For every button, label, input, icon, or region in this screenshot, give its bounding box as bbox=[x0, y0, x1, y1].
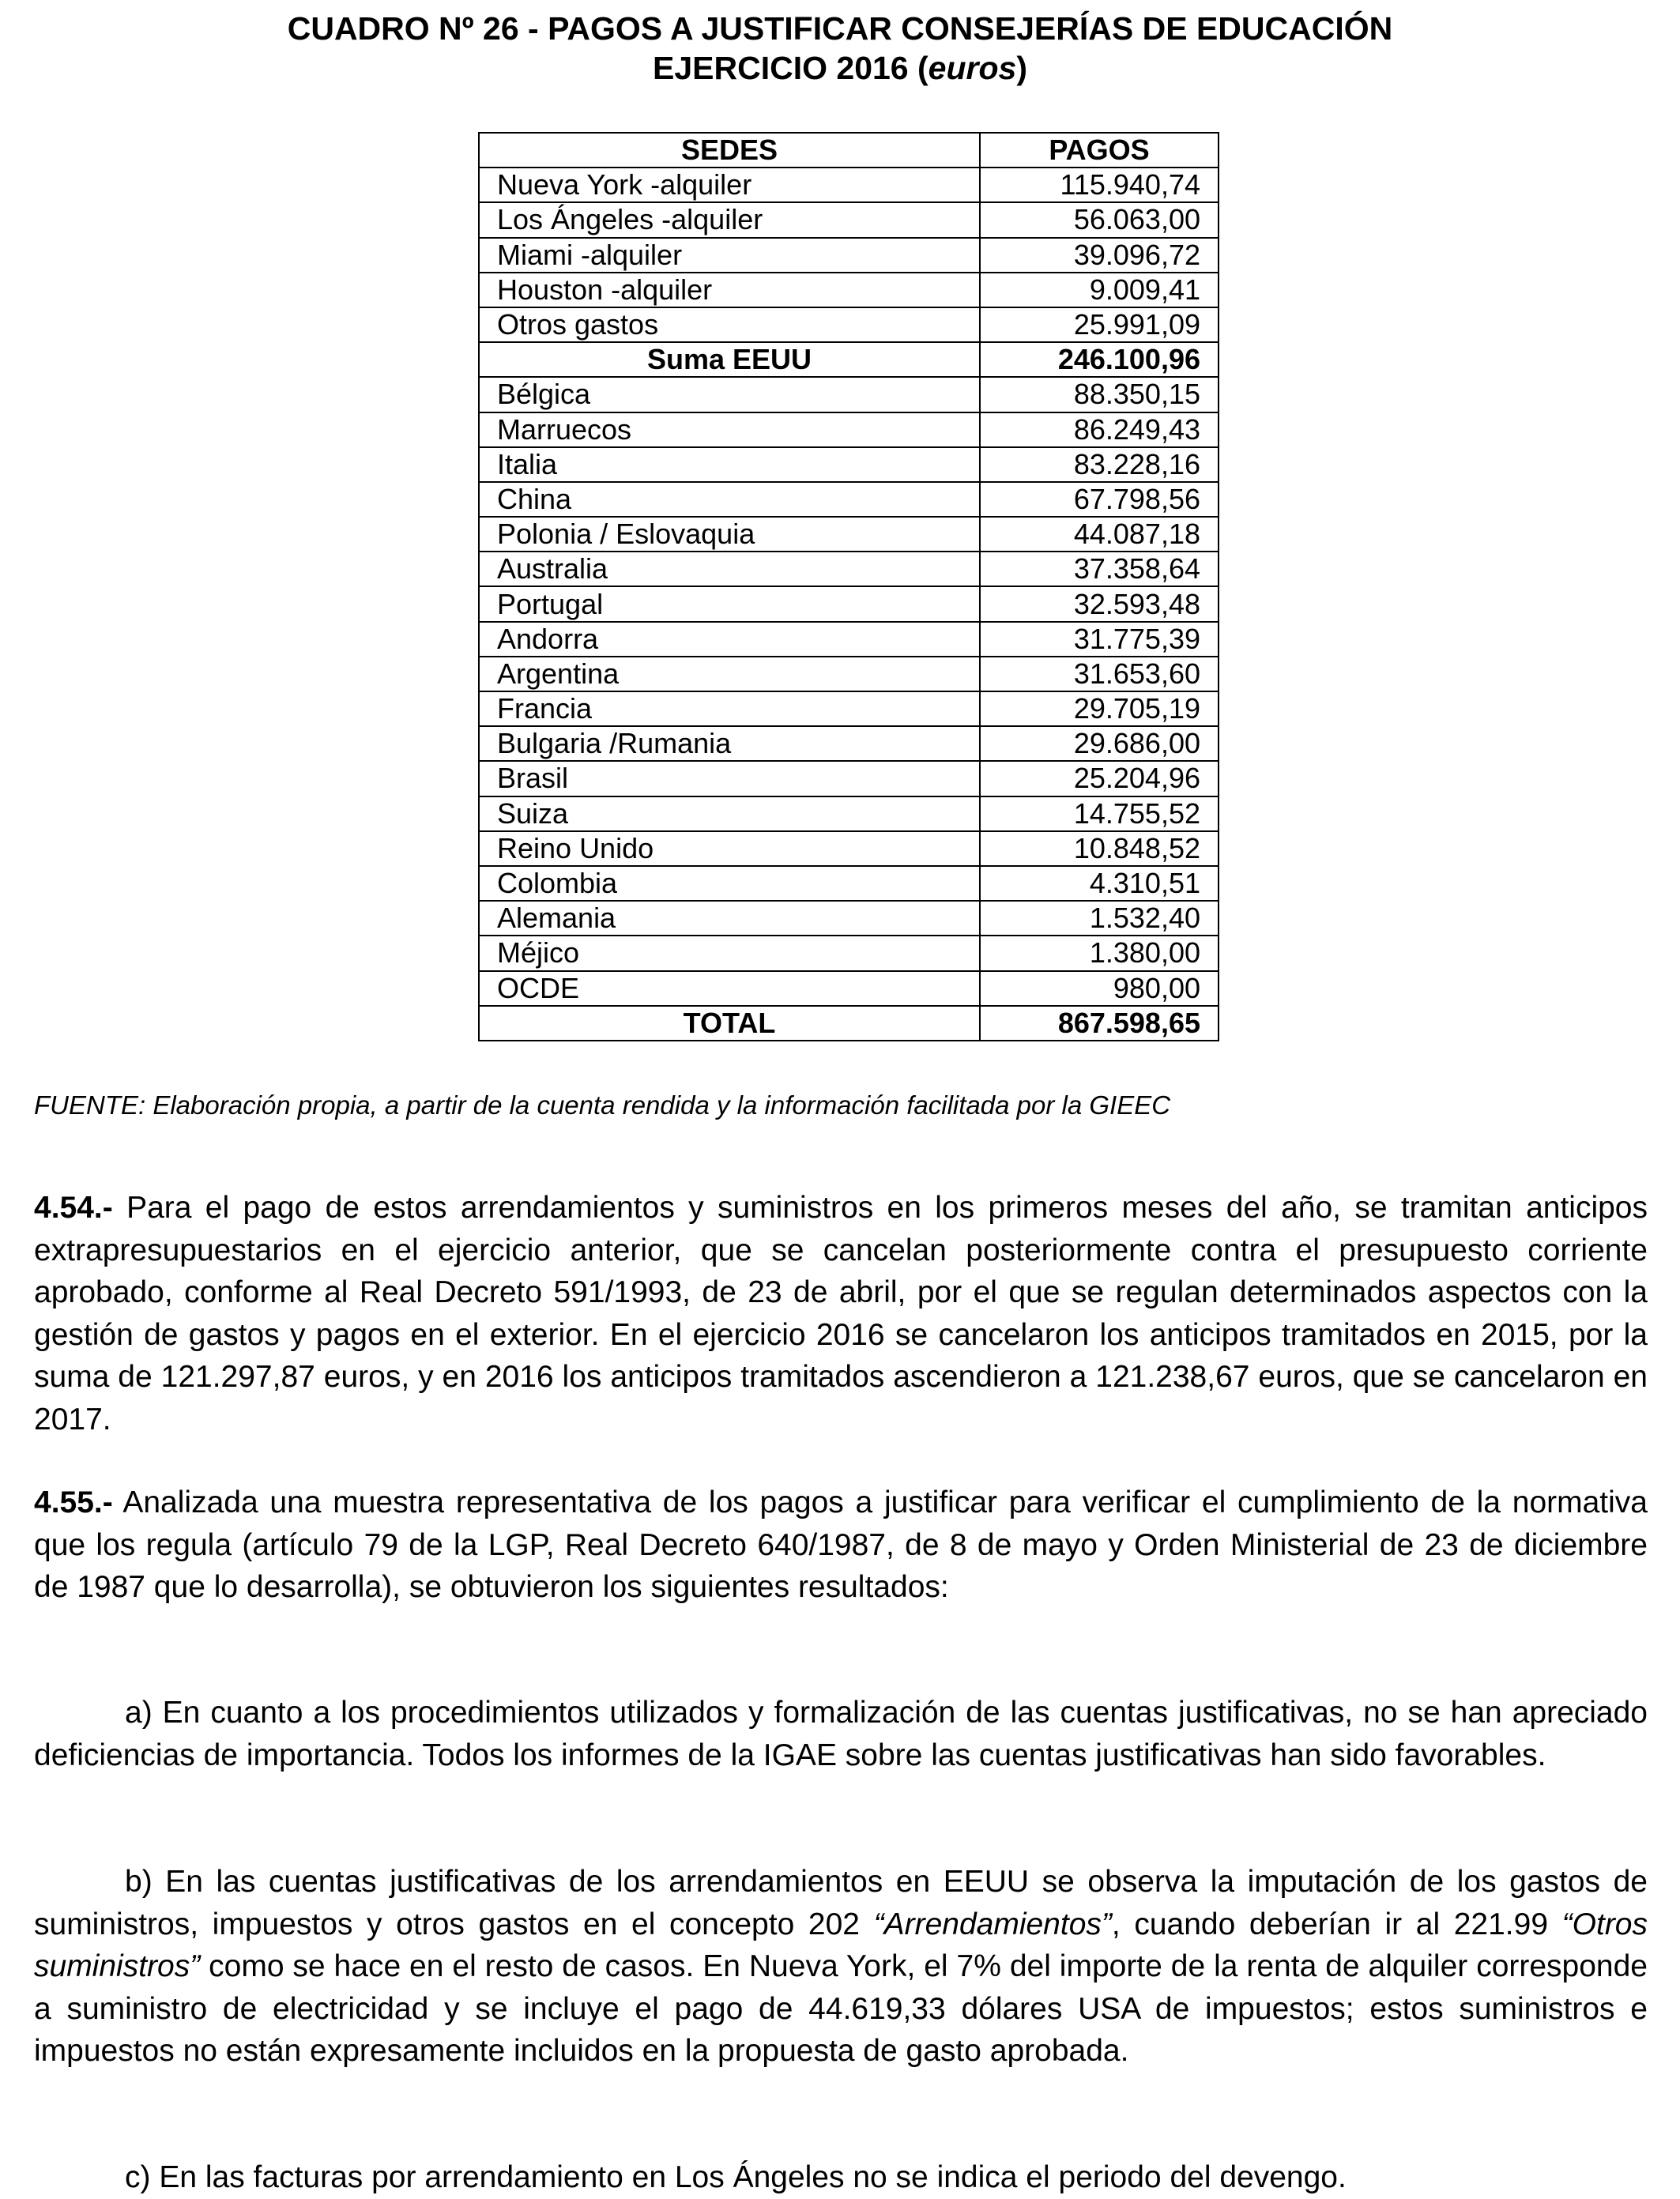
table-row bbox=[479, 307, 1219, 342]
sede-cell: Italia bbox=[479, 447, 980, 482]
pago-cell: 115.940,74 bbox=[980, 168, 1219, 202]
pago-cell: 39.096,72 bbox=[980, 238, 1219, 273]
paragraph-b-text-1: b) En las cuentas justificativas de los arrendamientos en EEUU se observa la imputación de los gastos de suministros, impuestos y otros gastos en el concepto 202 bbox=[34, 1865, 1648, 1941]
table-row bbox=[479, 657, 1219, 691]
table-row bbox=[479, 552, 1219, 586]
table-row bbox=[479, 901, 1219, 936]
pago-cell: 88.350,15 bbox=[980, 377, 1219, 412]
pago-cell: 1.380,00 bbox=[980, 936, 1219, 970]
table-row bbox=[479, 726, 1219, 761]
sede-cell: Brasil bbox=[479, 761, 980, 796]
pago-cell: 37.358,64 bbox=[980, 552, 1219, 586]
pago-cell: 31.775,39 bbox=[980, 622, 1219, 657]
paragraph-c: c) En las facturas por arrendamiento en Los Ángeles no se indica el periodo del devengo. bbox=[125, 2160, 1347, 2194]
pago-cell: 980,00 bbox=[980, 971, 1219, 1006]
pago-cell: 246.100,96 bbox=[980, 342, 1219, 377]
pago-cell: 31.653,60 bbox=[980, 657, 1219, 691]
paragraph-text: Para el pago de estos arrendamientos y suministros en los primeros meses del año, se tramitan anticipos extrapresupuestarios en el ejercicio anterior, que se cancelan posteriormente contra el presupuesto corriente aprobado, conforme al Real Decreto 591/1993, de 23 de abril, por el que se regulan determinados aspectos con la gestión de gastos y pagos en el exterior. En el ejercicio 2016 se cancelaron los anticipos tramitados en 2015, por la suma de 121.297,87 euros, y en 2016 los anticipos tramitados ascendieron a 121.238,67 euros, que se cancelaron en 2017. bbox=[34, 1191, 1648, 1437]
table-row bbox=[479, 831, 1219, 866]
pago-cell: 32.593,48 bbox=[980, 586, 1219, 621]
table-row bbox=[479, 761, 1219, 796]
sede-cell: Francia bbox=[479, 691, 980, 726]
sede-cell: Otros gastos bbox=[479, 307, 980, 342]
sede-cell: OCDE bbox=[479, 971, 980, 1006]
sede-cell: Colombia bbox=[479, 866, 980, 901]
sede-cell: Portugal bbox=[479, 586, 980, 621]
paragraph-b bbox=[34, 1861, 1648, 2073]
pago-cell: 4.310,51 bbox=[980, 866, 1219, 901]
table-row bbox=[479, 273, 1219, 307]
pago-cell: 1.532,40 bbox=[980, 901, 1219, 936]
sede-cell: Méjico bbox=[479, 936, 980, 970]
sede-cell: Australia bbox=[479, 552, 980, 586]
subtitle-close: ) bbox=[1016, 50, 1027, 86]
pago-cell: 29.686,00 bbox=[980, 726, 1219, 761]
sede-cell: Suiza bbox=[479, 796, 980, 831]
table-header-row bbox=[479, 133, 1219, 168]
paragraph-b-italic-1: “Arrendamientos” bbox=[873, 1907, 1112, 1941]
pago-cell: 9.009,41 bbox=[980, 273, 1219, 307]
paragraph-text: Analizada una muestra representativa de los pagos a justificar para verificar el cumplimiento de la normativa que los regula (artículo 79 de la LGP, Real Decreto 640/1987, de 8 de mayo y Orden Ministerial de 23 de diciembre de 1987 que lo desarrolla), se obtuvieron los siguientes resultados: bbox=[34, 1485, 1648, 1605]
table-row bbox=[479, 482, 1219, 517]
paragraph-4-54 bbox=[34, 1187, 1648, 1441]
subtitle-text: EJERCICIO 2016 ( bbox=[653, 50, 929, 86]
pago-cell: 56.063,00 bbox=[980, 202, 1219, 237]
pago-cell: 867.598,65 bbox=[980, 1006, 1219, 1041]
table-row bbox=[479, 342, 1219, 377]
sede-cell: Houston -alquiler bbox=[479, 273, 980, 307]
paragraph-b-italic-2: “Otros suministros” bbox=[34, 1907, 1648, 1984]
table-row bbox=[479, 517, 1219, 552]
table-row bbox=[479, 971, 1219, 1006]
pago-cell: 44.087,18 bbox=[980, 517, 1219, 552]
table-row bbox=[479, 586, 1219, 621]
sede-cell: Los Ángeles -alquiler bbox=[479, 202, 980, 237]
pago-cell: 29.705,19 bbox=[980, 691, 1219, 726]
pago-cell: 10.848,52 bbox=[980, 831, 1219, 866]
subtitle-units: euros bbox=[928, 50, 1017, 86]
pago-cell: 25.991,09 bbox=[980, 307, 1219, 342]
table-row bbox=[479, 691, 1219, 726]
table-row bbox=[479, 866, 1219, 901]
sede-cell: TOTAL bbox=[479, 1006, 980, 1041]
sede-cell: Nueva York -alquiler bbox=[479, 168, 980, 202]
sede-cell: Miami -alquiler bbox=[479, 238, 980, 273]
table-row bbox=[479, 622, 1219, 657]
pago-cell: 86.249,43 bbox=[980, 412, 1219, 447]
header-sedes: SEDES bbox=[479, 133, 980, 168]
paragraph-b-text-2: , cuando deberían ir al 221.99 bbox=[1111, 1907, 1562, 1941]
pago-cell: 67.798,56 bbox=[980, 482, 1219, 517]
pago-cell: 14.755,52 bbox=[980, 796, 1219, 831]
pago-cell: 25.204,96 bbox=[980, 761, 1219, 796]
table-row bbox=[479, 447, 1219, 482]
sede-cell: Suma EEUU bbox=[479, 342, 980, 377]
sede-cell: China bbox=[479, 482, 980, 517]
table-row bbox=[479, 936, 1219, 970]
paragraph-a: a) En cuanto a los procedimientos utilizados y formalización de las cuentas justificativas, no se han apreciado deficiencias de importancia. Todos los informes de la IGAE sobre las cuentas justificativas han sido favorables. bbox=[34, 1696, 1648, 1772]
table-subtitle bbox=[0, 49, 1680, 87]
sede-cell: Alemania bbox=[479, 901, 980, 936]
sede-cell: Argentina bbox=[479, 657, 980, 691]
table-body bbox=[479, 168, 1219, 1041]
table-row bbox=[479, 377, 1219, 412]
paragraph-b-text-3: como se hace en el resto de casos. En Nueva York, el 7% del importe de la renta de alquiler corresponde a suministro de electricidad y se incluye el pago de 44.619,33 dólares USA de impuestos; estos suministros e impuestos no están expresamente incluidos en la propuesta de gasto aprobada. bbox=[34, 1949, 1648, 2069]
pago-cell: 83.228,16 bbox=[980, 447, 1219, 482]
sede-cell: Bélgica bbox=[479, 377, 980, 412]
paragraph-number: 4.55.- bbox=[34, 1485, 113, 1519]
table-row bbox=[479, 238, 1219, 273]
table-title: CUADRO Nº 26 - PAGOS A JUSTIFICAR CONSEJERÍAS DE EDUCACIÓN bbox=[287, 10, 1393, 47]
table-row bbox=[479, 202, 1219, 237]
sede-cell: Polonia / Eslovaquia bbox=[479, 517, 980, 552]
table-source-note: FUENTE: Elaboración propia, a partir de la cuenta rendida y la información facilitada por la GIEEC bbox=[34, 1090, 1171, 1120]
sede-cell: Bulgaria /Rumania bbox=[479, 726, 980, 761]
payments-table bbox=[478, 132, 1219, 1041]
sede-cell: Andorra bbox=[479, 622, 980, 657]
table-row bbox=[479, 1006, 1219, 1041]
table-row bbox=[479, 796, 1219, 831]
table-row bbox=[479, 412, 1219, 447]
header-pagos: PAGOS bbox=[980, 133, 1219, 168]
sede-cell: Reino Unido bbox=[479, 831, 980, 866]
paragraph-number: 4.54.- bbox=[34, 1191, 113, 1225]
sede-cell: Marruecos bbox=[479, 412, 980, 447]
table-row bbox=[479, 168, 1219, 202]
paragraph-4-55 bbox=[34, 1482, 1648, 1609]
